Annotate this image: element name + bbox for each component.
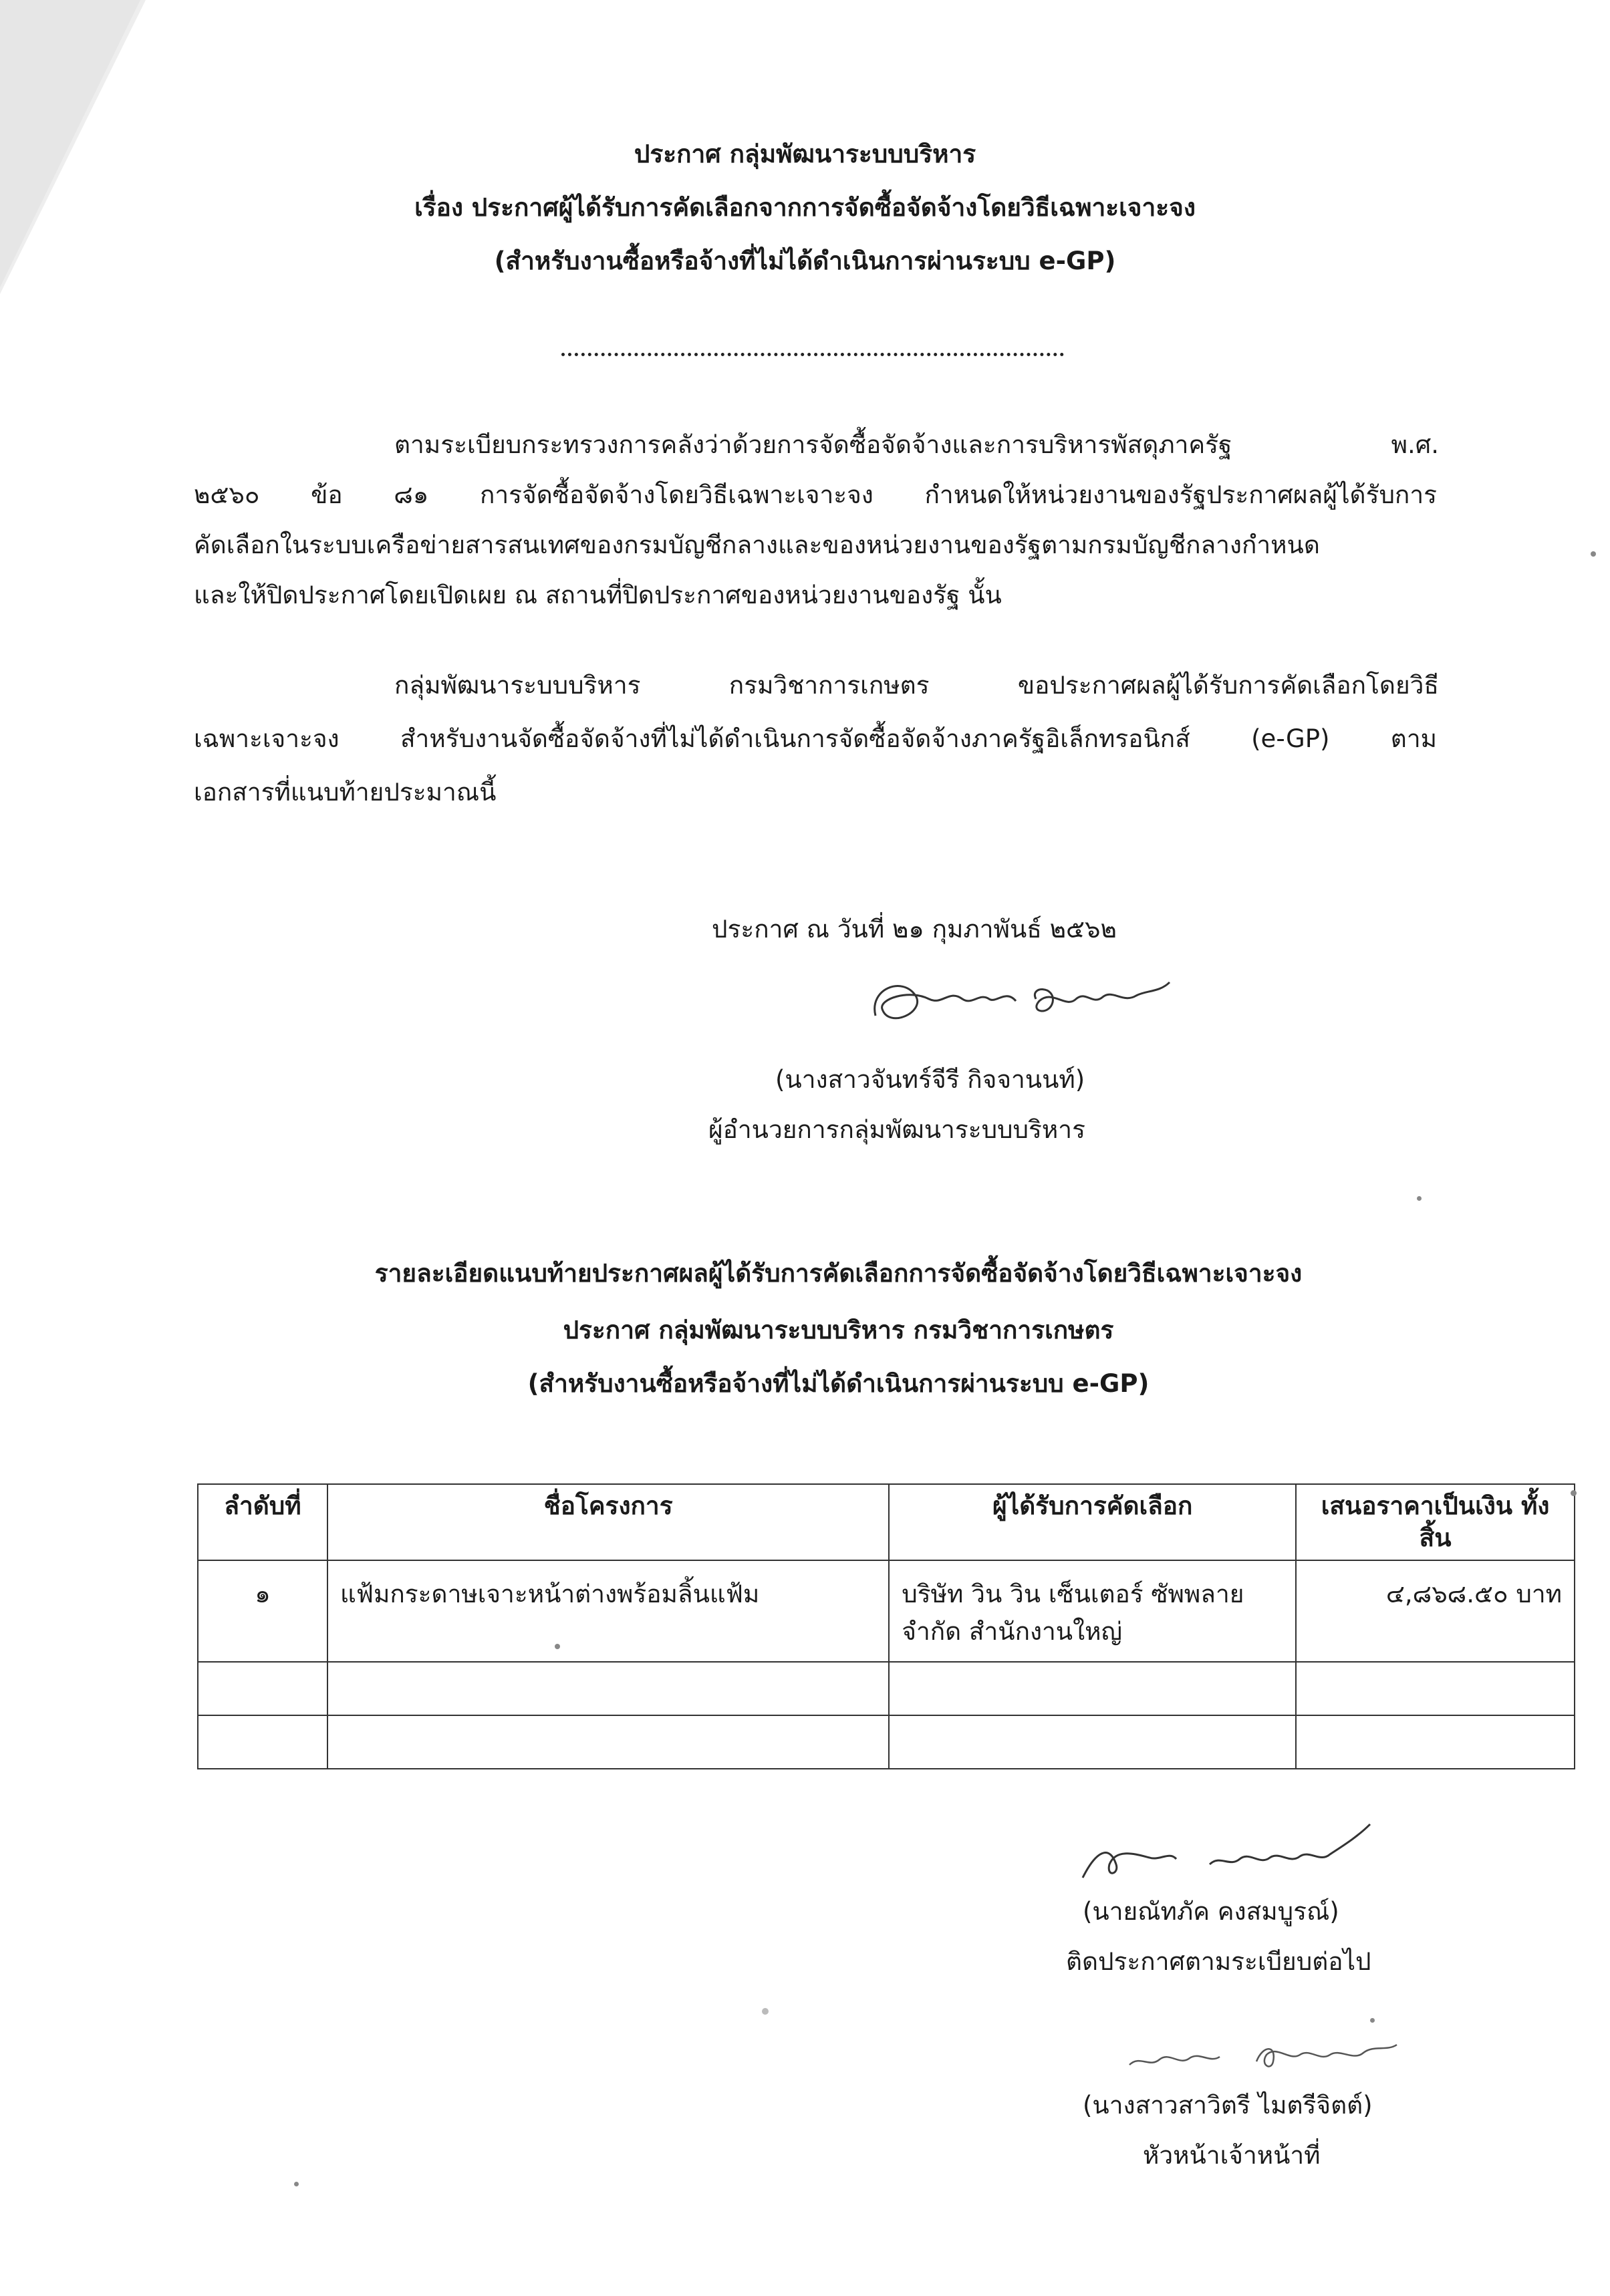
scan-speck <box>762 2008 769 2015</box>
empty-cell <box>198 1715 327 1769</box>
head-officer-position: หัวหน้าเจ้าหน้าที่ <box>1143 2141 1321 2170</box>
paragraph1-line4: และให้ปิดประกาศโดยเปิดเผย ณ สถานที่ปิดประกาศของหน่วยงานของรัฐ นั้น <box>194 581 1002 609</box>
attachment-header-line-1: รายละเอียดแนบท้ายประกาศผลผู้ได้รับการคัดเลือกการจัดซื้อจัดจ้างโดยวิธีเฉพาะเจาะจง <box>374 1259 1303 1288</box>
attachment-header-line-2: ประกาศ กลุ่มพัฒนาระบบบริหาร กรมวิชาการเกษตร <box>563 1316 1114 1344</box>
poster-note: ติดประกาศตามระเบียบต่อไป <box>1066 1947 1371 1976</box>
paragraph2-line2: เฉพาะเจาะจง สำหรับงานจัดซื้อจัดจ้างที่ไม่ได้ดำเนินการจัดซื้อจัดจ้างภาครัฐอิเล็กทรอนิกส์ (e-GP) ตาม <box>194 724 1437 753</box>
empty-cell <box>327 1662 889 1715</box>
poster-name: (นายณัทภัค คงสมบูรณ์) <box>1083 1897 1339 1926</box>
poster-signature <box>1076 1818 1377 1891</box>
scan-speck <box>294 2182 299 2186</box>
attachment-header-line-3: (สำหรับงานซื้อหรือจ้างที่ไม่ได้ดำเนินการผ่านระบบ e-GP) <box>527 1369 1150 1398</box>
award-table <box>197 1483 1575 1769</box>
header-line-3: (สำหรับงานซื้อหรือจ้างที่ไม่ได้ดำเนินการผ่านระบบ e-GP) <box>494 247 1116 275</box>
scan-speck <box>1417 1196 1422 1201</box>
header-project: ชื่อโครงการ <box>327 1484 889 1560</box>
header-price: เสนอราคาเป็นเงิน ทั้งสิ้น <box>1296 1484 1575 1560</box>
empty-cell <box>1296 1662 1575 1715</box>
paragraph2-line3: เอกสารที่แนบท้ายประมาณนี้ <box>194 778 497 807</box>
director-name: (นางสาวจันทร์จีรี กิจจานนท์) <box>775 1065 1085 1094</box>
head-officer-name: (นางสาวสาวิตรี ไมตรีจิตต์) <box>1083 2091 1373 2120</box>
table-row-empty <box>198 1715 1575 1769</box>
director-position: ผู้อำนวยการกลุ่มพัฒนาระบบบริหาร <box>708 1115 1085 1144</box>
empty-cell <box>198 1662 327 1715</box>
empty-cell <box>889 1715 1296 1769</box>
empty-cell <box>327 1715 889 1769</box>
header-line-2: เรื่อง ประกาศผู้ได้รับการคัดเลือกจากการจัดซื้อจัดจ้างโดยวิธีเฉพาะเจาะจง <box>414 193 1196 222</box>
cell-winner: บริษัท วิน วิน เซ็นเตอร์ ซัพพลาย จำกัด สำนักงานใหญ่ <box>889 1560 1296 1662</box>
table-row-empty <box>198 1662 1575 1715</box>
scan-speck <box>1571 1490 1577 1496</box>
header-winner: ผู้ได้รับการคัดเลือก <box>889 1484 1296 1560</box>
scan-speck <box>555 1644 560 1649</box>
table-row <box>198 1560 1575 1662</box>
announcement-date: ประกาศ ณ วันที่ ๒๑ กุมภาพันธ์ ๒๕๖๒ <box>712 915 1117 944</box>
head-officer-signature <box>1123 2025 1403 2085</box>
paragraph1-line2: ๒๕๖๐ ข้อ ๘๑ การจัดซื้อจัดจ้างโดยวิธีเฉพาะเจาะจง กำหนดให้หน่วยงานของรัฐประกาศผลผู้ได้รับการ <box>194 480 1437 509</box>
empty-cell <box>889 1662 1296 1715</box>
empty-cell <box>1296 1715 1575 1769</box>
cell-project: แฟ้มกระดาษเจาะหน้าต่างพร้อมลิ้นแฟ้ม <box>327 1560 889 1662</box>
director-signature <box>862 962 1176 1042</box>
scan-speck <box>1370 2018 1375 2023</box>
table-header-row <box>198 1484 1575 1560</box>
dotted-separator <box>561 353 1064 356</box>
paragraph2-line1: กลุ่มพัฒนาระบบบริหาร กรมวิชาการเกษตร ขอประกาศผลผู้ได้รับการคัดเลือกโดยวิธี <box>394 671 1439 700</box>
scan-speck <box>1591 551 1596 557</box>
cell-order: ๑ <box>198 1560 327 1662</box>
paragraph1-line3: คัดเลือกในระบบเครือข่ายสารสนเทศของกรมบัญชีกลางและของหน่วยงานของรัฐตามกรมบัญชีกลางกำหนด <box>194 531 1320 559</box>
header-line-1: ประกาศ กลุ่มพัฒนาระบบบริหาร <box>634 140 976 168</box>
paragraph1-line1: ตามระเบียบกระทรวงการคลังว่าด้วยการจัดซื้อจัดจ้างและการบริหารพัสดุภาครัฐ พ.ศ. <box>394 430 1439 459</box>
cell-price: ๔,๘๖๘.๕๐ บาท <box>1296 1560 1575 1662</box>
header-order: ลำดับที่ <box>198 1484 327 1560</box>
